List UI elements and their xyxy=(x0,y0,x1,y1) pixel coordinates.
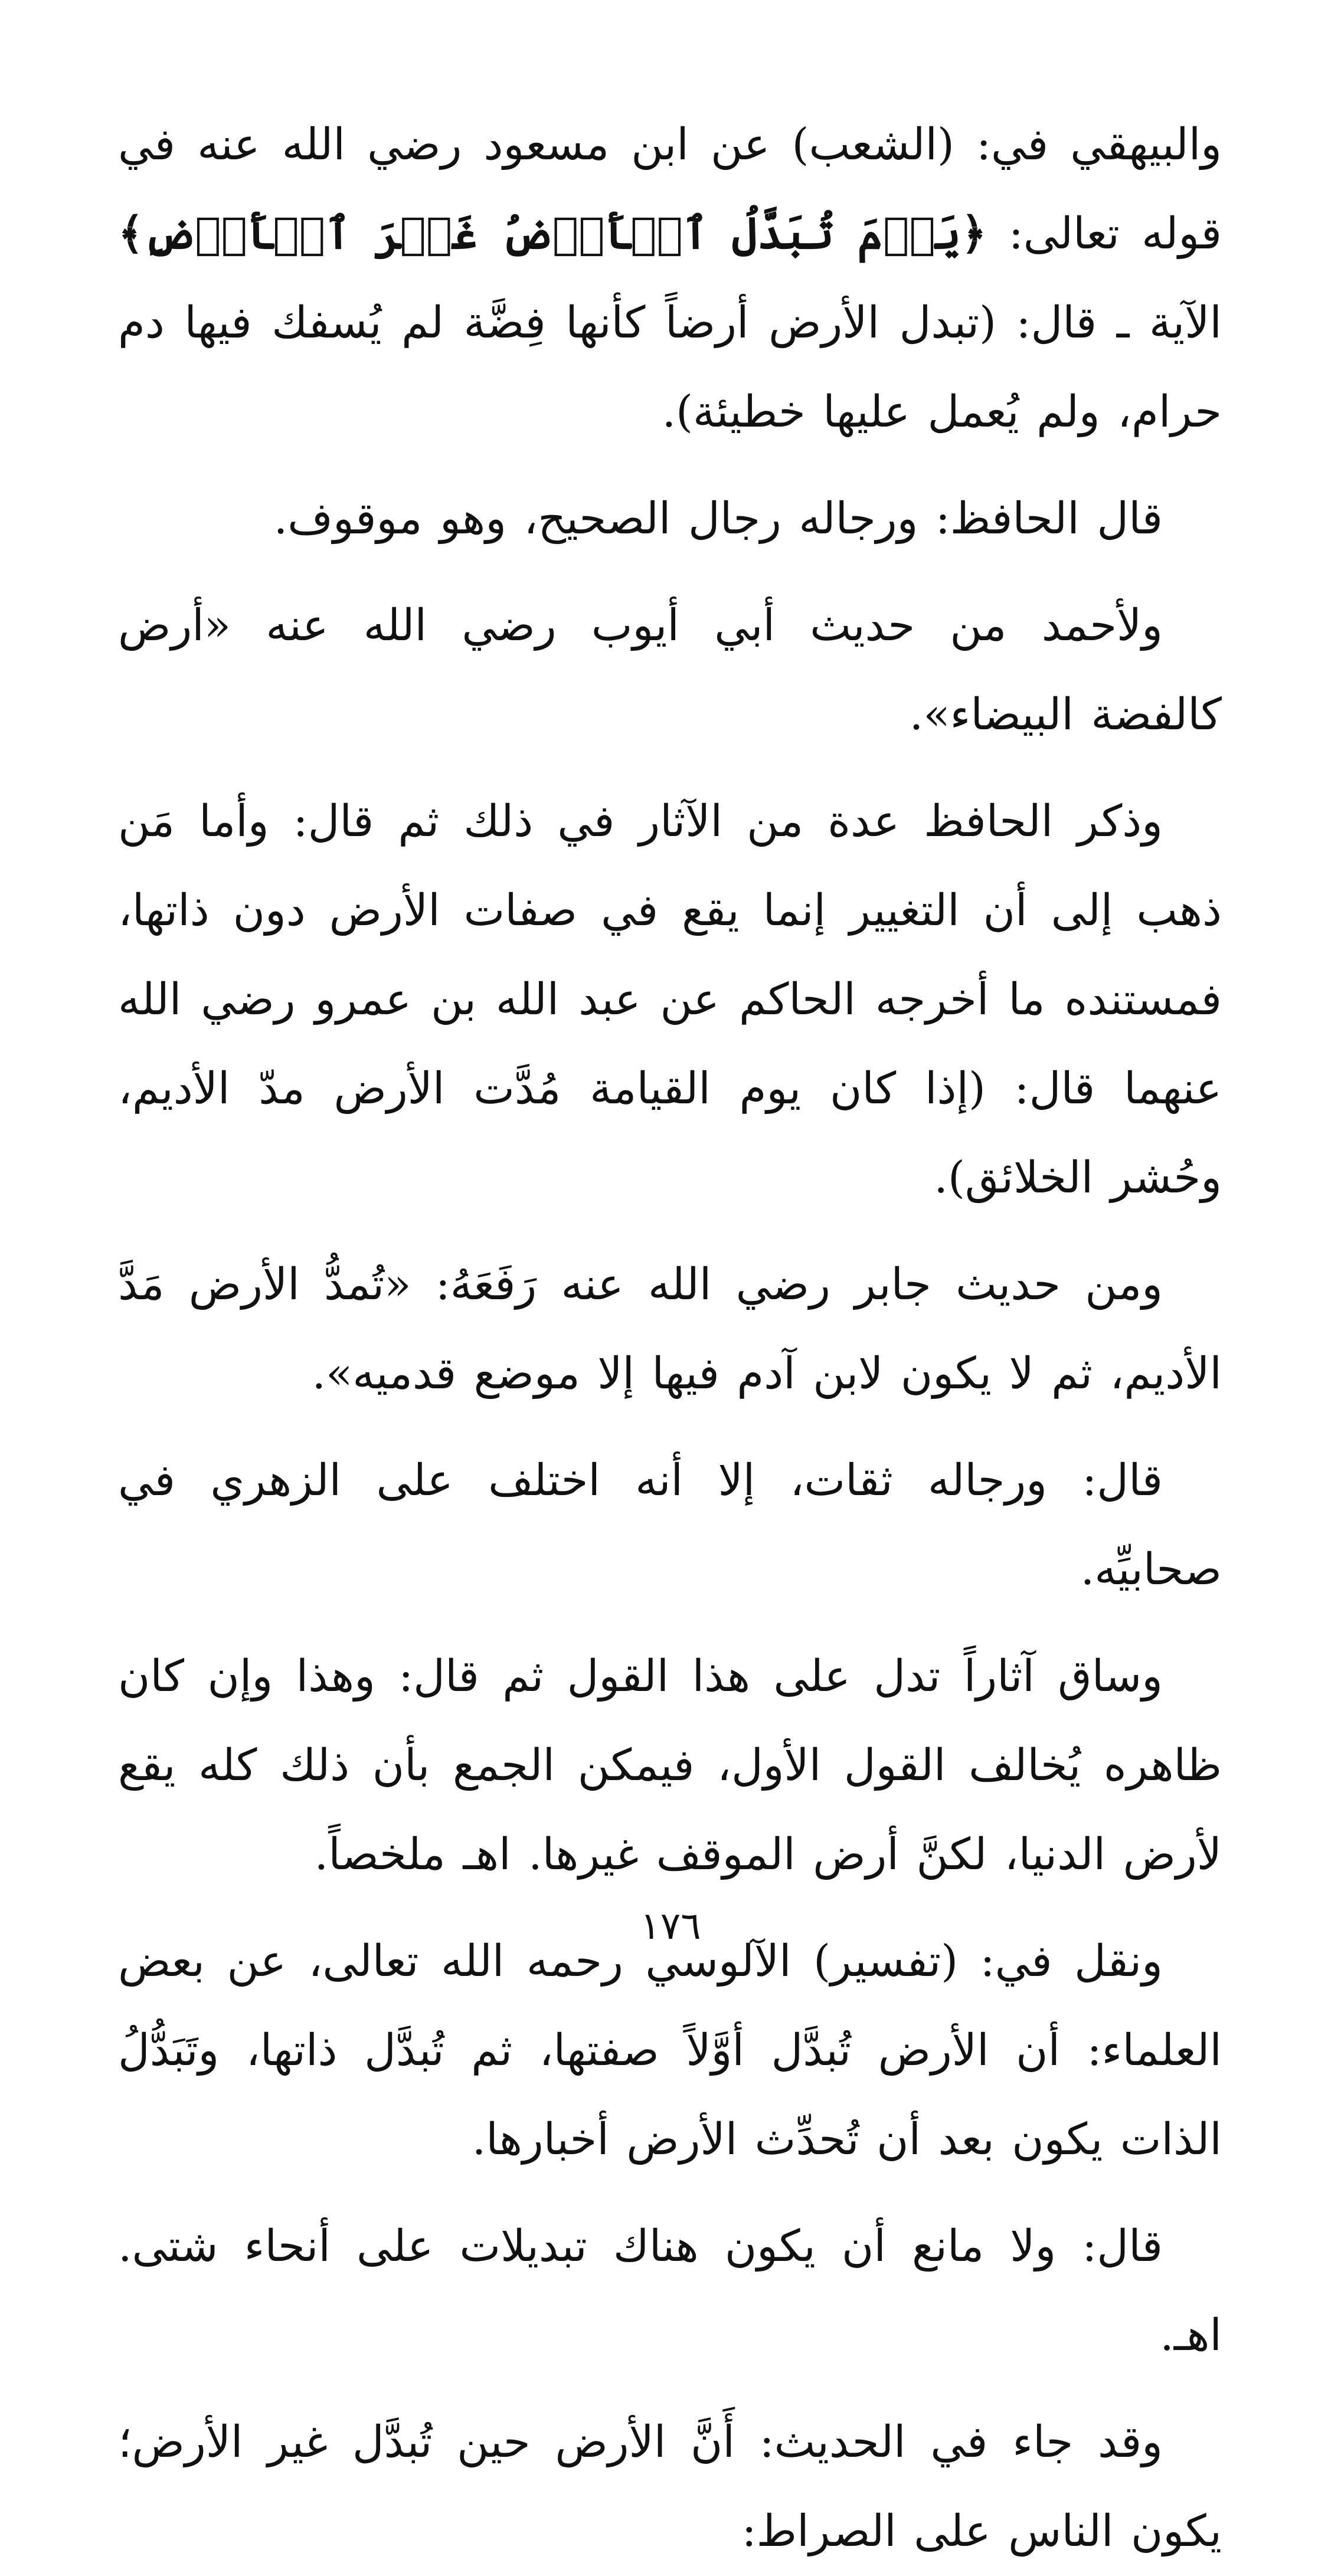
page-number: ١٧٦ xyxy=(640,1905,701,1948)
paragraph-1 xyxy=(118,100,1222,457)
paragraph-5 xyxy=(118,1240,1222,1418)
paragraph-9-text: قال: ولا مانع أن يكون هناك تبديلات على أنحاء شتى. اهـ. xyxy=(118,2221,1222,2361)
paragraph-2-text: قال الحافظ: ورجاله رجال الصحيح، وهو موقوف. xyxy=(273,493,1163,544)
paragraph-3-text: ولأحمد من حديث أبي أيوب رضي الله عنه «أرض كالفضة البيضاء». xyxy=(118,600,1222,740)
paragraph-6-text: قال: ورجاله ثقات، إلا أنه اختلف على الزهري في صحابيِّه. xyxy=(118,1455,1222,1595)
paragraph-8-text: ونقل في: (تفسير) الآلوسي رحمه الله تعالى، عن بعض العلماء: أن الأرض تُبدَّل أوَّلاً صفتها، ثم تُبدَّل ذاتها، وتَبَدُّلُ الذات يكون بعد أن تُحدِّث الأرض أخبارها. xyxy=(118,1936,1222,2165)
paragraph-4-text: وذكر الحافظ عدة من الآثار في ذلك ثم قال: وأما مَن ذهب إلى أن التغيير إنما يقع في صفات الأرض دون ذاتها، فمستنده ما أخرجه الحاكم عن عبد الله بن عمرو رضي الله عنهما قال: (إذا كان يوم القيامة مُدَّت الأرض مدّ الأديم، وحُشر الخلائق). xyxy=(118,796,1222,1203)
paragraph-8 xyxy=(118,1917,1222,2184)
paragraph-5-text: ومن حديث جابر رضي الله عنه رَفَعَهُ: «تُمدُّ الأرض مَدَّ الأديم، ثم لا يكون لابن آدم فيها إلا موضع قدميه». xyxy=(118,1259,1222,1399)
paragraph-1-text-b: الآية ـ قال: (تبدل الأرض أرضاً كأنها فِضَّة لم يُسفك فيها دم حرام، ولم يُعمل عليها خطيئة). xyxy=(118,297,1222,437)
paragraph-7-text: وساق آثاراً تدل على هذا القول ثم قال: وهذا وإن كان ظاهره يُخالف القول الأول، فيمكن الجمع بأن ذلك كله يقع لأرض الدنيا، لكنَّ أرض الموقف غيرها. اهـ ملخصاً. xyxy=(118,1651,1222,1880)
paragraph-4 xyxy=(118,777,1222,1223)
paragraph-7 xyxy=(118,1632,1222,1899)
paragraph-1-text-a: والبيهقي في: (الشعب) عن ابن مسعود رضي الله عنه في قوله تعالى: xyxy=(118,119,1222,259)
quran-verse: ﴿يَوۡمَ تُبَدَّلُ ٱلۡأَرۡضُ غَيۡرَ ٱلۡأَرۡضِ﴾ xyxy=(118,208,987,259)
paragraph-6 xyxy=(118,1436,1222,1614)
paragraph-2 xyxy=(118,474,1222,563)
paragraph-9 xyxy=(118,2202,1222,2380)
paragraph-3 xyxy=(118,581,1222,759)
paragraph-10 xyxy=(118,2398,1222,2576)
paragraph-10-text: وقد جاء في الحديث: أَنَّ الأرض حين تُبدَّل غير الأرض؛ يكون الناس على الصراط: xyxy=(118,2417,1222,2557)
